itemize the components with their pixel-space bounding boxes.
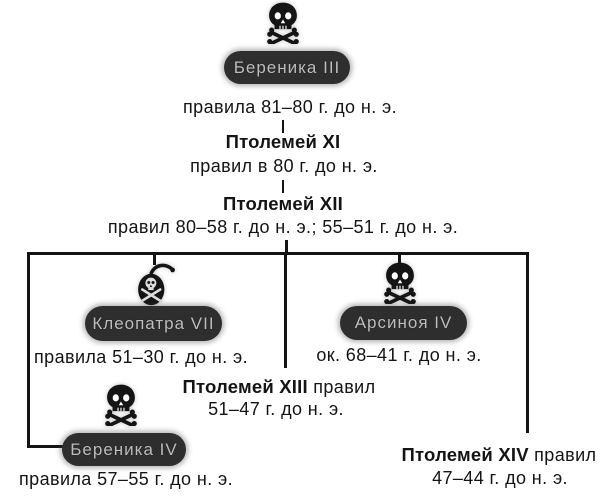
branch-left-vertical-line [27,252,30,448]
node-ptolemy14-reign-word: правил [534,445,597,465]
node-berenice4-label: Береника IV [70,439,178,459]
skull-crossbones-icon [261,2,305,44]
node-cleopatra7-label: Клеопатра VII [92,313,215,333]
skull-egg-scythe-icon [131,262,179,308]
node-ptolemy13-reign-word: правил [313,377,376,397]
node-arsinoe4-label: Арсиноя IV [354,313,453,332]
node-cleopatra7-reign: правила 51–30 г. до н. э. [34,347,248,367]
skull-crossbones-icon [378,262,422,304]
node-ptolemy13-label: Птолемей XIII [182,376,308,397]
skull-crossbones-icon [99,384,143,426]
node-ptolemy14-line [402,444,597,466]
branch-horizontal-line [27,252,529,255]
node-ptolemy11-reign: правил в 80 г. до н. э. [190,156,378,176]
node-cleopatra7-pill [85,306,222,341]
node-ptolemy14-dates: 47–44 г. до н. э. [432,468,568,488]
branch-center-vertical-line [284,255,287,368]
node-ptolemy14-label: Птолемей XIV [401,444,529,465]
node-berenice4-reign: правила 57–55 г. до н. э. [19,469,233,489]
node-berenice3-reign: правила 81–80 г. до н. э. [183,97,397,117]
connector-ptolemy11-ptolemy12 [282,180,284,193]
node-berenice3-label: Береника III [233,57,341,77]
node-berenice4-pill [62,433,186,466]
node-arsinoe4-reign: ок. 68–41 г. до н. э. [316,345,482,365]
node-ptolemy12-reign: правил 80–58 г. до н. э.; 55–51 г. до н. э. [107,217,459,237]
node-berenice3-pill [224,51,350,84]
node-arsinoe4-pill [340,306,467,340]
node-ptolemy13-dates: 51–47 г. до н. э. [208,399,344,419]
node-ptolemy11-label: Птолемей XI [225,131,341,152]
node-ptolemy13-line [182,376,375,398]
node-ptolemy12-label: Птолемей XII [222,193,344,214]
branch-right-vertical-line [526,252,529,433]
